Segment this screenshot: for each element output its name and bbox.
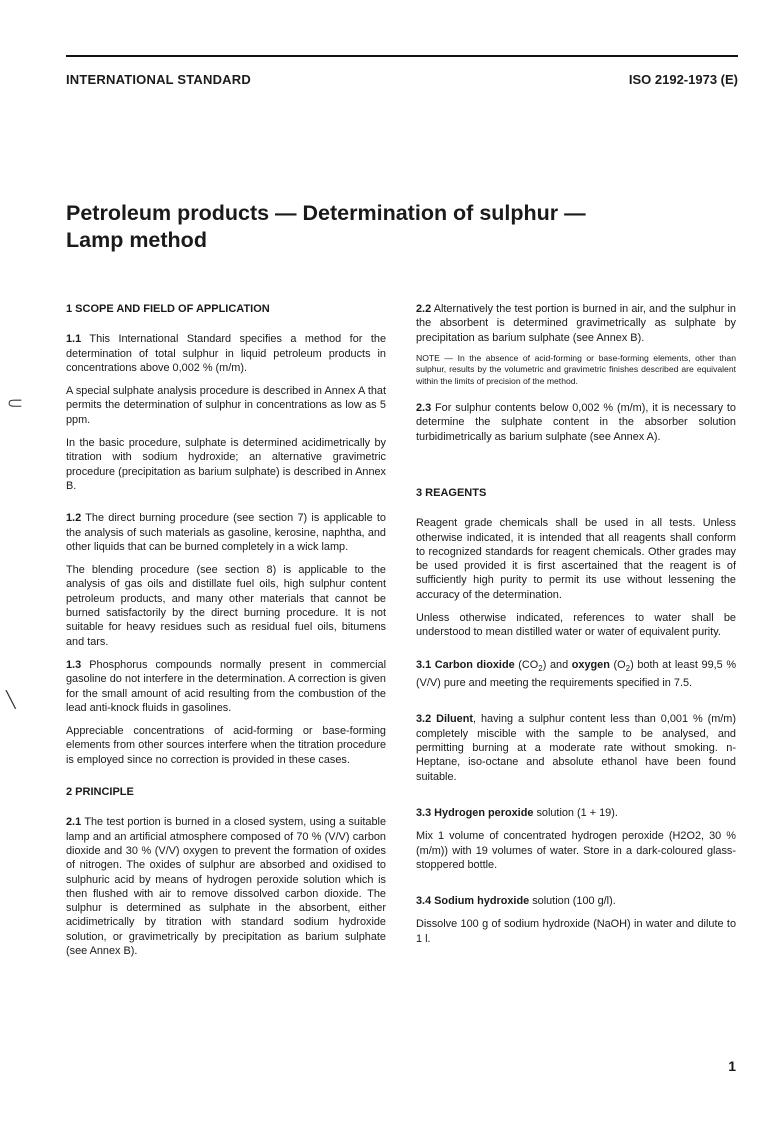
section-3-heading: 3 REAGENTS [416,487,487,499]
clause-text: For sulphur contents below 0,002 % (m/m), it is necessary to determine the sulphate content in the absorber solution turbidimetrically as barium sulphate (see Annex A). [416,402,736,443]
clause-number: 3.4 [416,895,432,908]
text-fragment: ) and [542,658,572,671]
subscript: 2 [625,663,631,673]
title-line-1: Petroleum products — Determination of sulphur — [66,201,586,225]
reagent-name: oxygen [571,658,610,671]
clause-text: This International Standard specifies a method for the determination of total sulphur in liquid petroleum products in concentrations above 0,002 % (m/m). [66,333,386,374]
subscript: 2 [538,663,543,673]
clause-text: Alternatively the test portion is burned in air, and the sulphur in the absorbent is determined gravimetrically as sulphate by precipitation as barium sulphate (see Annex B). [416,303,736,344]
clause-text: solution (100 g/l). [529,895,616,908]
paragraph: Reagent grade chemicals shall be used in all tests. Unless otherwise indicated, it is intended that all reagents shall conform to recognized standards for reagent chemicals. Other grades may be used provided it is first ascertained that the reagent is of sufficiently high purity to permit its use without lessening the accuracy of the determination. [416,517,736,601]
header-standard-label: INTERNATIONAL STANDARD [66,72,251,87]
clause-number: 3.1 [416,658,432,671]
clause-3-4 [416,894,736,908]
clause-number: 2.3 [416,402,432,415]
margin-tick-mark: ╲ [6,690,16,709]
reagent-name: Sodium hydroxide [434,895,530,908]
clause-text: Phosphorus compounds normally present in commercial gasoline do not interfere in the determination. A correction is given for the small amount of acid resulting from the combustion of the lead anti-knock fluids in gasolines. [66,658,386,714]
paragraph: The blending procedure (see section 8) is applicable to the analysis of gas oils and distillate fuel oils, high sulphur content petroleum products, and many other materials that cannot be burned satisfactorily by the direct burning procedure. It is not suitable for heavy residues such as residual fuel oils, bitumens and tars. [66,564,386,648]
text-fragment: ) both at least 99,5 % (V/V) pure and meeting the requirements specified in 7.5. [416,658,737,690]
reagent-name: Diluent [436,713,473,726]
reagent-name: Hydrogen peroxide [434,806,534,819]
clause-text: The direct burning procedure (see section 7) is applicable to the analysis of such materials as gasoline, kerosine, naphtha, and other liquids that can be burned completely in a wick lamp. [66,512,386,553]
clause-number: 2.2 [416,303,432,315]
left-column [66,302,386,958]
title-line-2: Lamp method [66,228,207,252]
paragraph: Appreciable concentrations of acid-forming or base-forming elements from other sources interfere when the titration procedure is employed since no correction is provided in these cases. [66,725,386,766]
clause-text: , having a sulphur content less than 0,001 % (m/m) completely miscible with the sample to be analysed, and permitting burning at a moderate rate without smoking. n-Heptane, iso-octane and absolute ethanol have been found suitable. [416,713,736,783]
clause-number: 2.1 [66,816,82,829]
clause-1-2 [66,511,386,554]
note: NOTE — In the absence of acid-forming or base-forming elements, other than sulphur, results by the volumetric and gravimetric finishes described are equivalent within the limits of precision of the method. [416,352,736,386]
clause-number: 1.1 [66,333,82,346]
header-rule [66,55,738,57]
clause-3-2 [416,712,736,783]
right-column [416,302,736,946]
clause-2-1 [66,815,386,958]
paragraph: A special sulphate analysis procedure is described in Annex A that permits the determination of sulphur in concentrations as low as 5 ppm. [66,385,386,426]
paragraph: Dissolve 100 g of sodium hydroxide (NaOH) in water and dilute to 1 l. [416,918,736,945]
section-1-heading: 1 SCOPE AND FIELD OF APPLICATION [66,303,270,315]
clause-1-3 [66,658,386,715]
header-standard-number: ISO 2192-1973 (E) [628,72,738,87]
clause-number: 3.2 [416,713,432,726]
text-fragment: (CO [514,658,539,671]
paragraph: In the basic procedure, sulphate is determined acidimetrically by titration with sodium hydroxide; an alternative gravimetric procedure (precipitation as barium sulphate) is described in Annex B. [66,437,386,492]
margin-bracket-mark: ⸦ [4,392,27,417]
text-fragment: (O [609,658,626,671]
clause-1-1 [66,332,386,375]
clause-3-3 [416,806,736,820]
clause-number: 1.2 [66,512,82,525]
document-title [66,200,706,254]
reagent-name: Carbon dioxide [434,658,515,671]
clause-number: 1.3 [66,658,82,671]
page-number: 1 [728,1058,736,1074]
clause-text: The test portion is burned in a closed system, using a suitable lamp and an artificial atmosphere composed of 70 % (V/V) carbon dioxide and 30 % (V/V) oxygen to prevent the formation of oxides of nitrogen. The oxides of sulphur are absorbed and oxidised to sulphuric acid by means of hydrogen peroxide solution which is then flushed with air to remove dissolved carbon dioxide. The sulphur is determined as sulphate in the absorbent, either acidimetrically by titration with standard sodium hydroxide solution, or gravimetrically by precipitation as barium sulphate (see Annex B). [66,816,386,957]
paragraph: Mix 1 volume of concentrated hydrogen peroxide (H2O2, 30 % (m/m)) with 19 volumes of water. Store in a dark-coloured glass-stoppered bottle. [416,830,736,871]
clause-text: solution (1 + 19). [533,806,618,819]
clause-2-3 [416,401,736,444]
clause-number: 3.3 [416,806,432,819]
section-2-heading: 2 PRINCIPLE [66,786,134,799]
clause-2-2 [416,302,736,345]
clause-3-1 [416,658,736,691]
paragraph: Unless otherwise indicated, references to water shall be understood to mean distilled water or water of equivalent purity. [416,612,736,639]
